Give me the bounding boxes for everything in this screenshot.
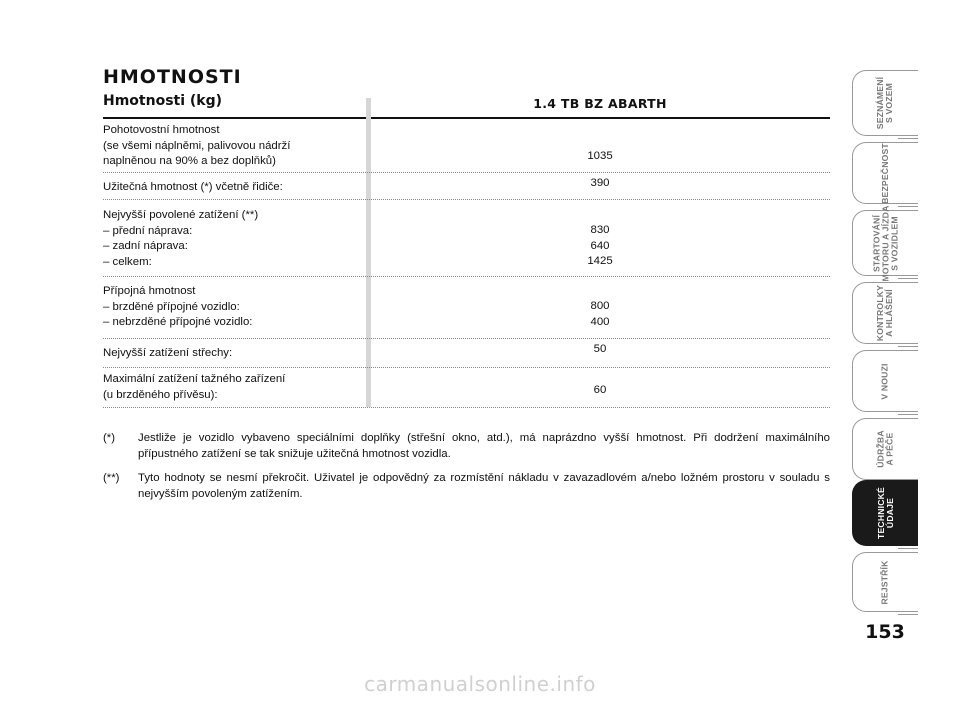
row-value-line: 830 xyxy=(590,224,610,236)
row-value-line: 640 xyxy=(590,239,610,252)
row-value-line: 800 xyxy=(590,300,610,312)
footnote xyxy=(103,471,830,502)
row-label xyxy=(103,208,363,270)
chapter-tab-label-line: A HLÁŠENÍ xyxy=(884,289,895,337)
row-divider xyxy=(103,276,830,277)
chapter-tab-label xyxy=(877,487,895,539)
page-title: HMOTNOSTI xyxy=(103,66,242,88)
chapter-tab-label xyxy=(881,143,890,204)
chapter-tab-label-line: S VOZEM xyxy=(884,82,895,124)
chapter-tab-label xyxy=(881,363,890,399)
chapter-tab-label-line: V NOUZI xyxy=(879,362,890,400)
row-value-line: 1425 xyxy=(587,255,613,267)
chapter-tab-label-line: MOTORU A JÍZDA xyxy=(880,204,891,282)
row-label xyxy=(103,180,363,196)
row-divider xyxy=(103,199,830,200)
row-label-line: (se všemi náplněmi, palivovou nádrží xyxy=(103,139,291,152)
row-label-line: – zadní náprava: xyxy=(103,240,188,252)
header-rule xyxy=(103,117,830,119)
chapter-tab-label-line: SEZNÁMENÍ xyxy=(875,76,886,130)
row-label-line: – brzděné přípojné vozidlo: xyxy=(103,300,240,313)
chapter-tab[interactable] xyxy=(852,480,918,546)
column-header-model: 1.4 TB BZ ABARTH xyxy=(533,96,667,111)
chapter-tab-label-line: S VOZIDLEM xyxy=(889,215,900,271)
row-label xyxy=(103,123,363,170)
row-label-line: Přípojná hmotnost xyxy=(103,285,196,297)
chapter-tab-label-line: TECHNICKÉ xyxy=(875,487,886,539)
row-value xyxy=(370,149,830,165)
column-header-masses: Hmotnosti (kg) xyxy=(103,93,223,109)
row-label-line: (u brzděného přívěsu): xyxy=(103,388,218,401)
footnote-text: Jestliže je vozidlo vybaveno speciálními doplňky (střešní okno, atd.), má naprázdno vyšší hmotnost. Při dodržení maximálního přípustného zatížení se tak snižuje užitečná hmotnost vozidla. xyxy=(138,432,830,460)
row-value xyxy=(370,176,830,192)
chapter-tab-label-line: REJSTŘÍK xyxy=(879,559,890,605)
row-value xyxy=(370,342,830,358)
chapter-tab-label xyxy=(881,560,890,604)
chapter-tab-label xyxy=(876,77,894,129)
footnote-mark: (**) xyxy=(103,472,120,484)
row-label-line: Maximální zatížení tažného zařízení xyxy=(103,373,286,385)
chapter-tab[interactable] xyxy=(852,552,918,612)
row-label-line: Pohotovostní hmotnost xyxy=(103,124,220,136)
row-value xyxy=(370,383,830,399)
chapter-tab[interactable] xyxy=(852,70,918,136)
footnote-mark: (*) xyxy=(103,432,116,444)
row-value-line: 50 xyxy=(593,343,607,355)
row-divider xyxy=(103,367,830,368)
row-label-line: Nejvyšší zatížení střechy: xyxy=(103,347,233,359)
chapter-tab-label xyxy=(872,205,899,281)
chapter-tab-label-line: STARTOVÁNÍ xyxy=(871,214,882,272)
chapter-tab-label-line: KONTROLKY xyxy=(875,284,886,342)
row-value xyxy=(370,299,830,330)
footnote xyxy=(103,431,830,462)
row-label-line: – celkem: xyxy=(103,255,152,268)
chapter-tab-label xyxy=(876,430,894,467)
chapter-tab[interactable] xyxy=(852,350,918,412)
chapter-tab[interactable] xyxy=(852,282,918,344)
row-value-line: 400 xyxy=(590,315,610,328)
chapter-tab[interactable] xyxy=(852,418,918,480)
chapter-tab[interactable] xyxy=(852,142,918,204)
row-divider xyxy=(103,407,830,408)
chapter-tab-label-line: ÚDRŽBA xyxy=(875,430,886,468)
chapter-tab-label-line: A PÉČE xyxy=(884,432,895,466)
row-divider xyxy=(103,338,830,339)
row-label xyxy=(103,372,363,403)
row-value-line: 390 xyxy=(590,177,610,189)
row-divider xyxy=(103,172,830,173)
row-label xyxy=(103,284,363,331)
row-label-line: Nejvyšší povolené zatížení (**) xyxy=(103,209,259,221)
page-number: 153 xyxy=(865,621,905,643)
footnote-text: Tyto hodnoty se nesmí překročit. Uživatel je odpovědný za rozmístění nákladu v zavazadlovém a/nebo ložném prostoru v souladu s nejvyšším povoleným zatížením. xyxy=(138,472,830,500)
row-value-line: 1035 xyxy=(587,150,613,162)
chapter-tab[interactable] xyxy=(852,204,918,282)
row-value xyxy=(370,223,830,270)
chapter-tab-label-line: BEZPEČNOST xyxy=(879,142,890,204)
row-label-line: Užitečná hmotnost (*) včetně řidiče: xyxy=(103,181,283,193)
watermark: carmanualsonline.info xyxy=(364,672,596,696)
chapter-tab-label xyxy=(876,285,894,341)
row-label-line: naplněnou na 90% a bez doplňků) xyxy=(103,155,276,167)
row-label-line: – nebrzděné přípojné vozidlo: xyxy=(103,316,253,328)
chapter-tab-label-line: ÚDAJE xyxy=(884,497,895,529)
row-label xyxy=(103,346,363,362)
row-value-line: 60 xyxy=(593,384,607,396)
row-label-line: – přední náprava: xyxy=(103,224,193,237)
